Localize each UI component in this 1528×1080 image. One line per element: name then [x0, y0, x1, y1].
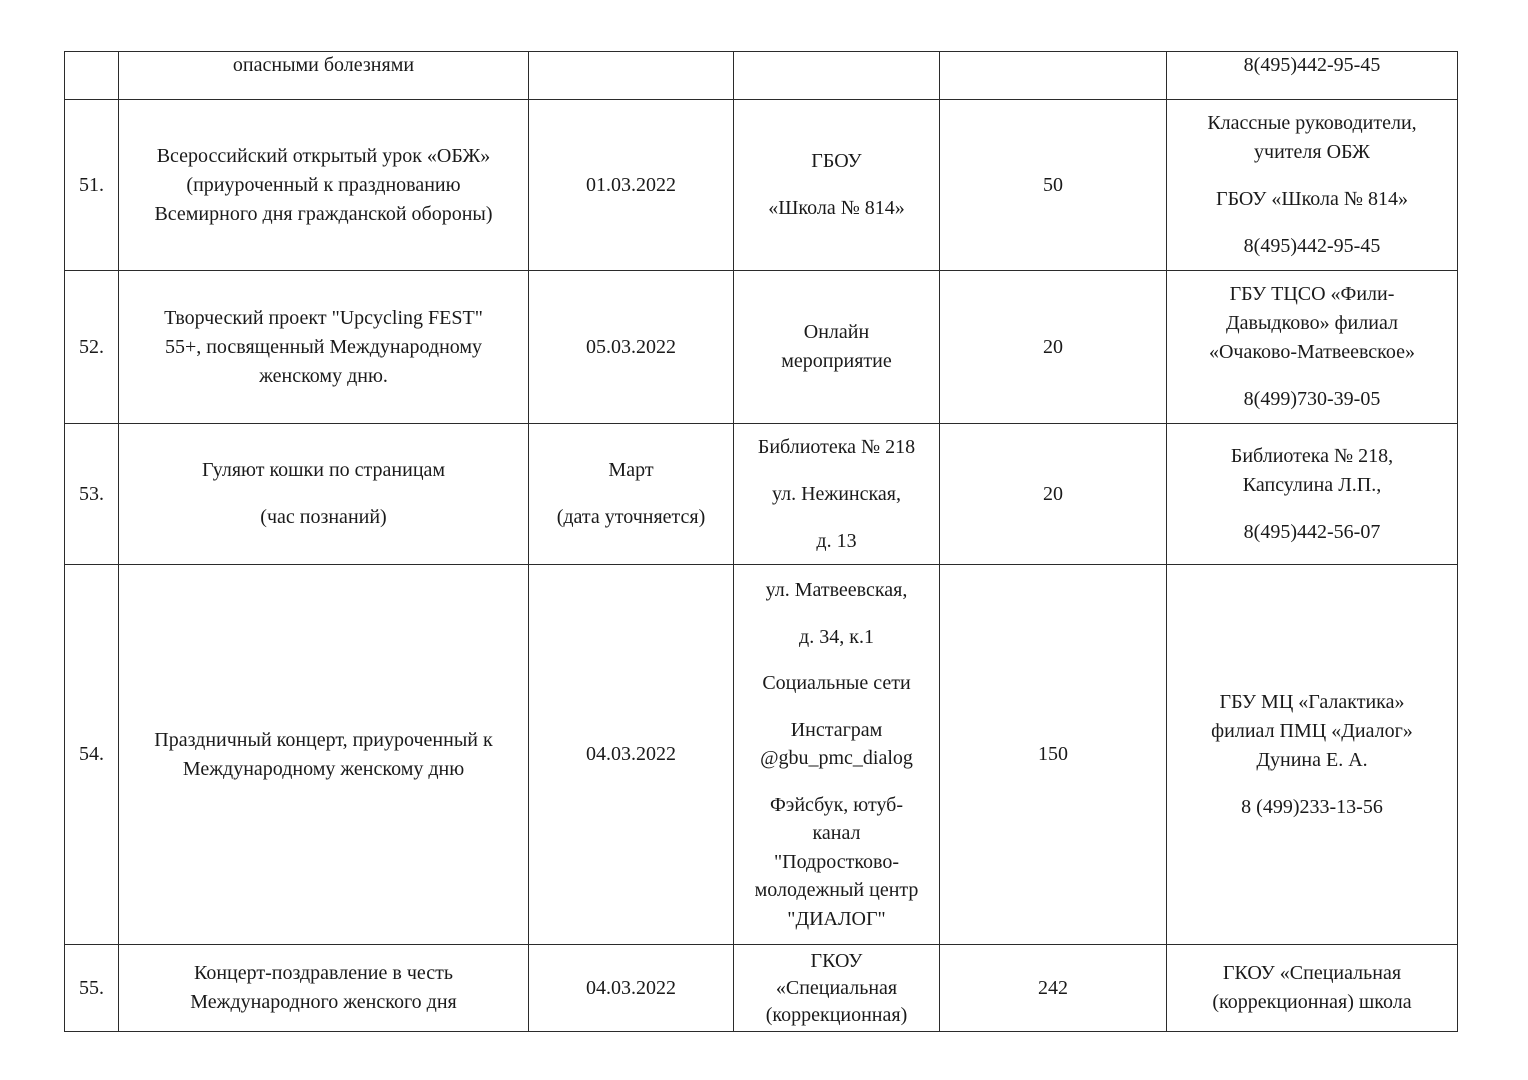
- place-line: д. 34, к.1: [799, 625, 874, 648]
- date-line: Март: [608, 459, 654, 481]
- place-line: ул. Нежинская,: [771, 482, 901, 505]
- event-line: Творческий проект "Upcycling FEST": [164, 306, 483, 329]
- table-row: [65, 945, 1458, 1032]
- contact-line: 8 (499)233-13-56: [1241, 795, 1383, 818]
- date-cell: 04.03.2022: [529, 945, 734, 1032]
- table-row: [65, 565, 1458, 945]
- contact-line: Капсулина Л.П.,: [1242, 473, 1382, 496]
- event-cell: [119, 52, 529, 100]
- row-number: 51.: [65, 100, 119, 271]
- date-cell: 01.03.2022: [529, 100, 734, 271]
- event-line: женскому дню.: [259, 364, 388, 387]
- contact-line: Библиотека № 218,: [1230, 444, 1394, 467]
- contact-line: ГБОУ «Школа № 814»: [1216, 188, 1408, 210]
- contact-cell: [1167, 565, 1458, 945]
- place-line: "ДИАЛОГ": [787, 907, 886, 930]
- contact-cell: [1167, 424, 1458, 565]
- place-cell: [734, 52, 940, 100]
- contact-line: Давыдково» филиал: [1226, 312, 1398, 334]
- place-line: "Подростково-: [774, 850, 899, 873]
- event-line: (приуроченный к празднованию: [186, 173, 461, 196]
- events-table: [64, 51, 1458, 1032]
- row-number: 54.: [65, 565, 119, 945]
- event-line: Концерт-поздравление в честь: [194, 962, 453, 984]
- place-cell: [734, 100, 940, 271]
- event-cell: [119, 945, 529, 1032]
- count-cell: 242: [940, 945, 1167, 1032]
- count-cell: [940, 52, 1167, 100]
- place-line: (коррекционная): [765, 1003, 908, 1026]
- contact-line: Дунина Е. А.: [1256, 748, 1368, 771]
- row-number: 52.: [65, 271, 119, 424]
- place-cell: [734, 565, 940, 945]
- place-line: @gbu_pmc_dialog: [760, 747, 913, 769]
- date-cell: 05.03.2022: [529, 271, 734, 424]
- place-line: канал: [812, 822, 861, 844]
- event-line: опасными болезнями: [232, 54, 415, 76]
- contact-line: филиал ПМЦ «Диалог»: [1211, 719, 1413, 742]
- event-cell: [119, 100, 529, 271]
- event-line: Всемирного дня гражданской обороны): [154, 202, 493, 225]
- contact-line: (коррекционная) школа: [1212, 991, 1412, 1013]
- place-line: ГКОУ: [810, 949, 863, 972]
- event-cell: [119, 424, 529, 565]
- count-cell: 50: [940, 100, 1167, 271]
- table-row: [65, 52, 1458, 100]
- place-line: Фэйсбук, ютуб-: [769, 793, 904, 816]
- contact-line: ГБУ ТЦСО «Фили-: [1229, 283, 1395, 305]
- contact-line: 8(495)442-95-45: [1243, 235, 1381, 257]
- contact-line: ГКОУ «Специальная: [1222, 962, 1402, 984]
- event-cell: [119, 271, 529, 424]
- contact-line: «Очаково-Матвеевское»: [1208, 341, 1416, 363]
- date-line: (дата уточняется): [556, 506, 706, 528]
- place-line: Социальные сети: [762, 672, 911, 694]
- place-line: ул. Матвеевская,: [765, 579, 908, 601]
- place-line: Онлайн: [803, 321, 870, 343]
- contact-line: 8(499)730-39-05: [1243, 388, 1381, 410]
- event-line: Международному женскому дню: [182, 757, 465, 780]
- count-cell: 20: [940, 271, 1167, 424]
- date-cell: 04.03.2022: [529, 565, 734, 945]
- place-cell: [734, 945, 940, 1032]
- table-row: [65, 271, 1458, 424]
- place-line: «Школа № 814»: [768, 197, 905, 219]
- table-row: [65, 100, 1458, 271]
- row-number: [65, 52, 119, 100]
- place-line: Инстаграм: [790, 718, 883, 741]
- contact-line: учителя ОБЖ: [1254, 141, 1370, 163]
- contact-cell: [1167, 945, 1458, 1032]
- place-cell: [734, 271, 940, 424]
- row-number: 55.: [65, 945, 119, 1032]
- place-line: ГБОУ: [811, 150, 862, 172]
- event-line: Всероссийский открытый урок «ОБЖ»: [156, 144, 491, 167]
- count-cell: 150: [940, 565, 1167, 945]
- place-line: мероприятие: [781, 350, 892, 372]
- place-line: молодежный центр: [754, 879, 919, 901]
- place-line: д. 13: [816, 529, 857, 552]
- date-cell: [529, 424, 734, 565]
- contact-line: ГБУ МЦ «Галактика»: [1219, 690, 1405, 713]
- row-number: 53.: [65, 424, 119, 565]
- contact-line: 8(495)442-95-45: [1243, 54, 1381, 76]
- date-cell: [529, 52, 734, 100]
- contact-line: 8(495)442-56-07: [1243, 520, 1381, 543]
- event-line: (час познаний): [260, 506, 387, 528]
- place-cell: [734, 424, 940, 565]
- event-line: Международного женского дня: [190, 991, 457, 1013]
- place-line: «Специальная: [775, 976, 898, 999]
- contact-line: Классные руководители,: [1207, 112, 1417, 134]
- contact-cell: [1167, 52, 1458, 100]
- contact-cell: [1167, 271, 1458, 424]
- table-row: [65, 424, 1458, 565]
- place-line: Библиотека № 218: [757, 435, 916, 458]
- event-line: Гуляют кошки по страницам: [201, 459, 446, 481]
- event-line: Праздничный концерт, приуроченный к: [154, 728, 493, 751]
- count-cell: 20: [940, 424, 1167, 565]
- event-line: 55+, посвященный Международному: [164, 335, 483, 358]
- contact-cell: [1167, 100, 1458, 271]
- event-cell: [119, 565, 529, 945]
